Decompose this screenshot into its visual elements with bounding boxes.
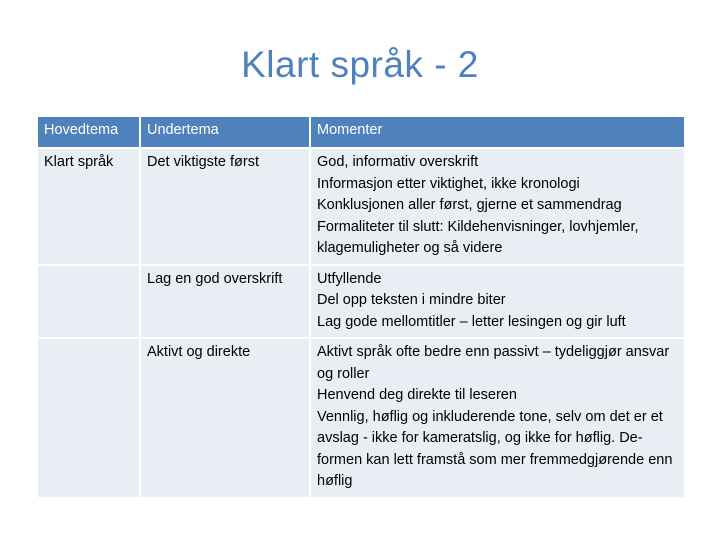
- cell-undertema: Lag en god overskrift: [140, 265, 310, 339]
- cell-undertema: Aktivt og direkte: [140, 338, 310, 498]
- cell-hovedtema: Klart språk: [38, 148, 140, 265]
- content-table: [38, 117, 686, 499]
- header-undertema: Undertema: [140, 117, 310, 148]
- cell-momenter: [310, 338, 685, 498]
- cell-hovedtema: [38, 265, 140, 339]
- cell-hovedtema: [38, 338, 140, 498]
- moment-line: Henvend deg direkte til leseren: [317, 387, 517, 403]
- moment-line: Konklusjonen aller først, gjerne et sammendrag: [317, 197, 622, 213]
- moment-line: Informasjon etter viktighet, ikke kronologi: [317, 175, 580, 192]
- table-row: [38, 265, 685, 339]
- moment-line: Aktivt språk ofte bedre enn passivt – tydeliggjør ansvar og roller: [317, 344, 670, 382]
- header-momenter: Momenter: [310, 117, 685, 148]
- cell-momenter: [310, 148, 685, 265]
- moment-line: Del opp teksten i mindre biter: [317, 292, 506, 308]
- table-row: [38, 338, 685, 498]
- cell-momenter: [310, 265, 685, 339]
- moment-line: Lag gode mellomtitler – letter lesingen og gir luft: [317, 313, 626, 330]
- moment-line: Utfyllende: [317, 270, 382, 287]
- table-header-row: [38, 117, 685, 148]
- moment-line: Vennlig, høflig og inkluderende tone, selv om det er et avslag - ikke for kameratslig, og ikke for høflig. De-formen kan lett framstå som mer fremmedgjørende enn høflig: [317, 408, 673, 489]
- table-row: [38, 148, 685, 265]
- header-hovedtema: Hovedtema: [38, 117, 140, 148]
- moment-line: God, informativ overskrift: [317, 154, 479, 170]
- slide-title: Klart språk - 2: [241, 44, 479, 85]
- moment-line: Formaliteter til slutt: Kildehenvisninger, lovhjemler, klagemuligheter og så videre: [317, 218, 639, 256]
- cell-undertema: Det viktigste først: [140, 148, 310, 265]
